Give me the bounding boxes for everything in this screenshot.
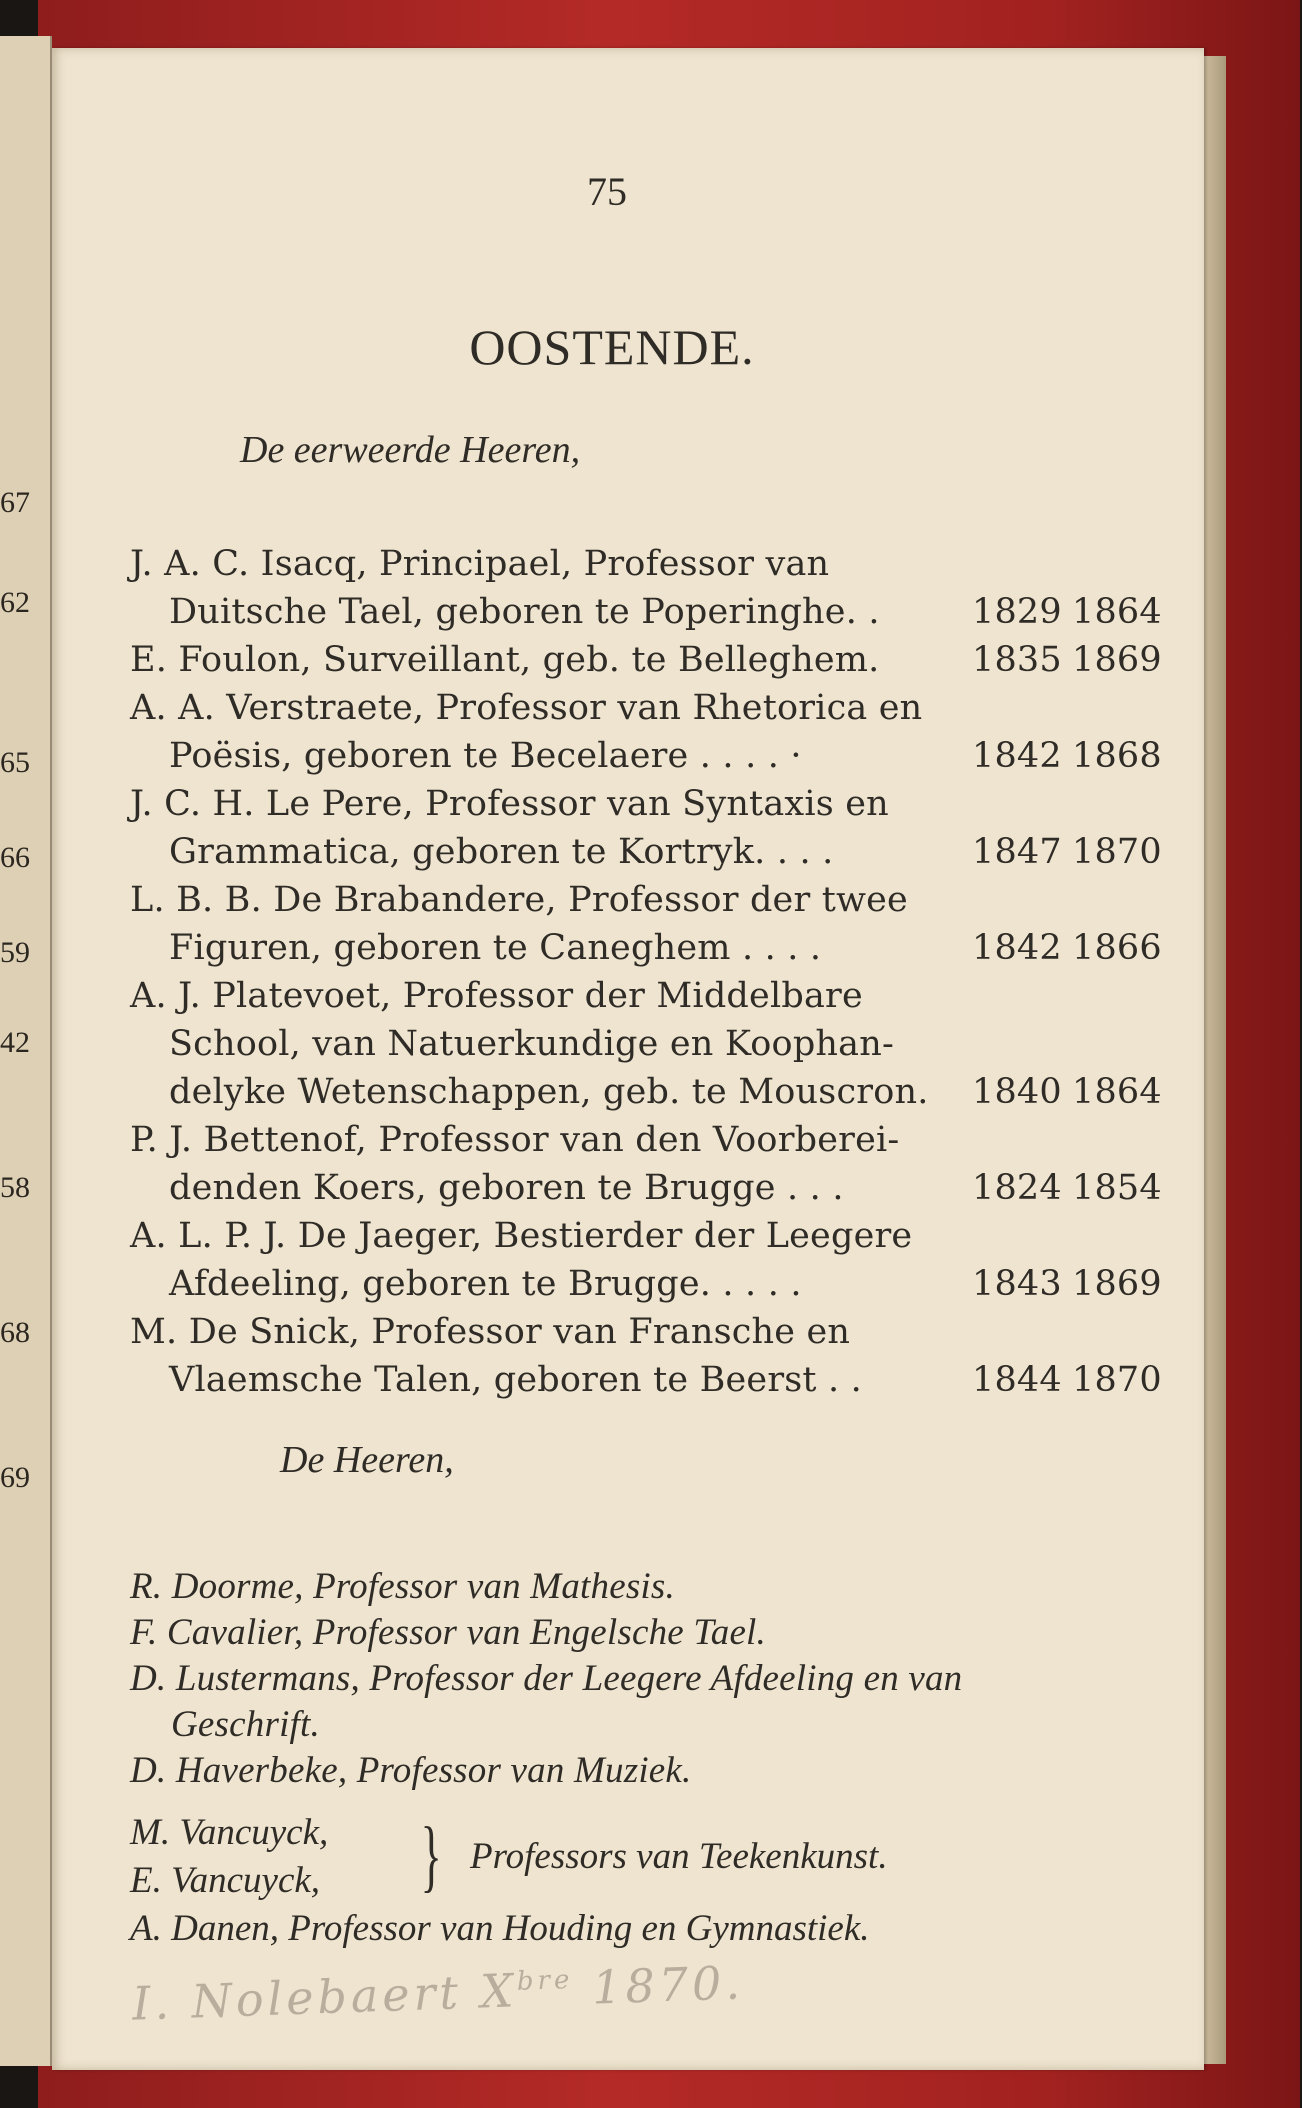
staff-line: D. Lustermans, Professor der Leegere Afdeeling en van — [130, 1658, 963, 1699]
margin-number: 65 — [0, 746, 30, 779]
entry-years — [972, 1164, 1162, 1212]
list-item — [130, 1610, 1140, 1656]
city-title: OOSTENDE. — [469, 319, 755, 375]
year-start: 1844 — [972, 1360, 1062, 1400]
grouped-role: Professors van Teekenkunst. — [470, 1836, 888, 1877]
staff-line: F. Cavalier, Professor van Engelsche Tael. — [130, 1612, 766, 1653]
staff-line: R. Doorme, Professor van Mathesis. — [130, 1566, 675, 1607]
year-start: 1842 — [972, 928, 1062, 968]
grouped-name: M. Vancuyck, — [130, 1812, 329, 1853]
year-start: 1824 — [972, 1168, 1062, 1208]
entry-line: J. C. H. Le Pere, Professor van Syntaxis en — [130, 784, 889, 824]
entry-years — [972, 924, 1162, 972]
entry-line-text: denden Koers, geboren te Brugge . . . — [169, 1168, 844, 1208]
entry-line-text: Afdeeling, geboren te Brugge. . . . . — [169, 1264, 802, 1304]
handwritten-note — [131, 1955, 745, 2030]
entry-line: J. A. C. Isacq, Principael, Professor van — [130, 544, 830, 584]
entry-years — [972, 828, 1162, 876]
year-end: 1869 — [1072, 1264, 1162, 1304]
list-item — [130, 876, 1162, 972]
year-end: 1866 — [1072, 928, 1162, 968]
brace-glyph: } — [420, 1812, 442, 1900]
entry-line-text: Grammatica, geboren te Kortryk. . . . — [169, 832, 834, 872]
entry-line: School, van Natuerkundige en Koophan- — [169, 1024, 895, 1064]
entry-line: A. A. Verstraete, Professor van Rhetorica en — [130, 688, 923, 728]
year-end: 1864 — [1072, 1072, 1162, 1112]
entry-line — [130, 1356, 1162, 1404]
margin-number: 68 — [0, 1316, 30, 1349]
entry-years — [972, 1068, 1162, 1116]
year-end: 1870 — [1072, 1360, 1162, 1400]
grouped-entry — [130, 1810, 1130, 1910]
margin-number: 66 — [0, 841, 30, 874]
year-end: 1864 — [1072, 592, 1162, 632]
list-item — [130, 1212, 1162, 1308]
entry-line — [130, 732, 1162, 780]
entry-line — [130, 828, 1162, 876]
entry-line-text: Figuren, geboren te Caneghem . . . . — [169, 928, 822, 968]
year-end: 1868 — [1072, 736, 1162, 776]
list-item — [130, 1656, 1140, 1748]
entry-line — [130, 1068, 1162, 1116]
entry-line-text: E. Foulon, Surveillant, geb. te Belleghem. — [130, 640, 880, 680]
entry-line-text: Poësis, geboren te Becelaere . . . . · — [169, 736, 802, 776]
margin-number: 42 — [0, 1026, 30, 1059]
staff-line: A. Danen, Professor van Houding en Gymnastiek. — [130, 1908, 870, 1949]
entry-line: M. De Snick, Professor van Fransche en — [130, 1312, 851, 1352]
entry-years — [972, 1356, 1162, 1404]
year-start: 1840 — [972, 1072, 1062, 1112]
list-item — [130, 1116, 1162, 1212]
list-item — [130, 540, 1162, 636]
list-item — [130, 1564, 1140, 1610]
handwritten-year: 1870. — [591, 1955, 745, 2015]
entry-line-text: delyke Wetenschappen, geb. te Mouscron. — [169, 1072, 929, 1112]
year-start: 1829 — [972, 592, 1062, 632]
entry-line: A. L. P. J. De Jaeger, Bestierder der Leegere — [130, 1216, 913, 1256]
staff-line: Geschrift. — [171, 1704, 320, 1745]
year-start: 1847 — [972, 832, 1062, 872]
section-heading: De Heeren, — [280, 1439, 454, 1481]
entry-line — [130, 588, 1162, 636]
page-number: 75 — [587, 169, 627, 214]
year-end: 1870 — [1072, 832, 1162, 872]
list-item — [130, 636, 1162, 684]
entry-years — [972, 732, 1162, 780]
margin-number: 62 — [0, 586, 30, 619]
list-item — [130, 1308, 1162, 1404]
year-end: 1854 — [1072, 1168, 1162, 1208]
entry-line: L. B. B. De Brabandere, Professor der twee — [130, 880, 908, 920]
margin-number: 67 — [0, 486, 30, 519]
professor-list — [130, 540, 1162, 1404]
entry-line — [130, 1260, 1162, 1308]
grouped-name: E. Vancuyck, — [130, 1860, 321, 1901]
entry-years — [972, 588, 1162, 636]
margin-number: 69 — [0, 1461, 30, 1494]
list-item — [130, 1748, 1140, 1794]
year-start: 1843 — [972, 1264, 1062, 1304]
entry-line — [130, 636, 1162, 684]
handwritten-text: I. Nolebaert X — [131, 1963, 519, 2031]
entry-line: P. J. Bettenof, Professor van den Voorberei- — [130, 1120, 900, 1160]
page-edge — [1204, 56, 1226, 2064]
entry-line — [130, 924, 1162, 972]
entry-line — [130, 1164, 1162, 1212]
previous-page-edge — [0, 36, 52, 2066]
margin-number: 58 — [0, 1171, 30, 1204]
list-item — [130, 780, 1162, 876]
entry-years — [972, 636, 1162, 684]
list-item — [130, 972, 1162, 1116]
entry-years — [972, 1260, 1162, 1308]
staff-line: D. Haverbeke, Professor van Muziek. — [130, 1750, 692, 1791]
handwritten-superscript: bre — [516, 1964, 574, 1997]
staff-list — [130, 1564, 1140, 1794]
entry-line-text: Duitsche Tael, geboren te Poperinghe. . — [169, 592, 880, 632]
entry-line-text: Vlaemsche Talen, geboren te Beerst . . — [169, 1360, 862, 1400]
margin-number: 59 — [0, 936, 30, 969]
year-start: 1835 — [972, 640, 1062, 680]
section-heading: De eerweerde Heeren, — [240, 429, 581, 471]
list-item — [130, 684, 1162, 780]
year-start: 1842 — [972, 736, 1062, 776]
entry-line: A. J. Platevoet, Professor der Middelbare — [130, 976, 863, 1016]
book-page — [52, 48, 1204, 2070]
year-end: 1869 — [1072, 640, 1162, 680]
